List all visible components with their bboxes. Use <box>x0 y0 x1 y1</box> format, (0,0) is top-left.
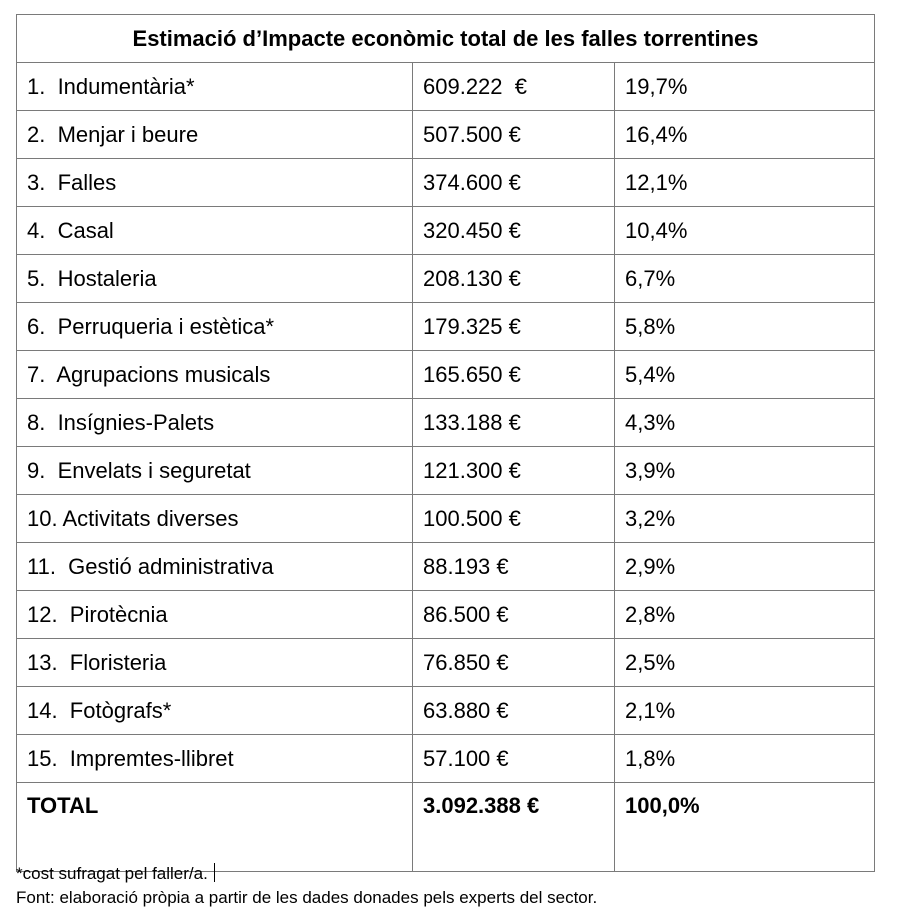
percent-cell: 2,1% <box>615 687 875 735</box>
category-cell: 11. Gestió administrativa <box>17 543 413 591</box>
percent-cell: 3,9% <box>615 447 875 495</box>
amount-cell: 507.500 € <box>413 111 615 159</box>
table-row <box>17 639 875 687</box>
amount-cell: 165.650 € <box>413 351 615 399</box>
percent-cell: 1,8% <box>615 735 875 783</box>
table-row <box>17 447 875 495</box>
category-cell: 10. Activitats diverses <box>17 495 413 543</box>
category-cell: 8. Insígnies-Palets <box>17 399 413 447</box>
table-row <box>17 63 875 111</box>
amount-cell: 374.600 € <box>413 159 615 207</box>
total-row <box>17 783 875 872</box>
category-cell: 3. Falles <box>17 159 413 207</box>
percent-cell: 2,9% <box>615 543 875 591</box>
percent-cell: 12,1% <box>615 159 875 207</box>
percent-cell: 6,7% <box>615 255 875 303</box>
category-cell: 1. Indumentària* <box>17 63 413 111</box>
amount-cell: 121.300 € <box>413 447 615 495</box>
percent-cell: 16,4% <box>615 111 875 159</box>
percent-cell: 4,3% <box>615 399 875 447</box>
amount-cell: 86.500 € <box>413 591 615 639</box>
total-percent: 100,0% <box>615 783 875 872</box>
category-cell: 2. Menjar i beure <box>17 111 413 159</box>
table-row <box>17 303 875 351</box>
table-row <box>17 543 875 591</box>
percent-cell: 3,2% <box>615 495 875 543</box>
table-row <box>17 591 875 639</box>
table-row <box>17 159 875 207</box>
category-cell: 14. Fotògrafs* <box>17 687 413 735</box>
amount-cell: 609.222 € <box>413 63 615 111</box>
category-cell: 6. Perruqueria i estètica* <box>17 303 413 351</box>
text-cursor <box>214 863 215 882</box>
table-row <box>17 495 875 543</box>
percent-cell: 10,4% <box>615 207 875 255</box>
amount-cell: 63.880 € <box>413 687 615 735</box>
table-row <box>17 735 875 783</box>
cost-footnote-text: *cost sufragat pel faller/a. <box>16 864 208 883</box>
table-row <box>17 351 875 399</box>
amount-cell: 133.188 € <box>413 399 615 447</box>
category-cell: 15. Impremtes-llibret <box>17 735 413 783</box>
table-row <box>17 207 875 255</box>
amount-cell: 100.500 € <box>413 495 615 543</box>
title-row <box>17 15 875 63</box>
table-row <box>17 687 875 735</box>
category-cell: 13. Floristeria <box>17 639 413 687</box>
amount-cell: 179.325 € <box>413 303 615 351</box>
table-title: Estimació d’Impacte econòmic total de les falles torrentines <box>17 15 875 63</box>
amount-cell: 57.100 € <box>413 735 615 783</box>
amount-cell: 208.130 € <box>413 255 615 303</box>
percent-cell: 5,8% <box>615 303 875 351</box>
percent-cell: 19,7% <box>615 63 875 111</box>
category-cell: 12. Pirotècnia <box>17 591 413 639</box>
impact-table <box>16 14 875 872</box>
percent-cell: 2,8% <box>615 591 875 639</box>
category-cell: 7. Agrupacions musicals <box>17 351 413 399</box>
cost-footnote[interactable] <box>16 862 597 886</box>
category-cell: 5. Hostaleria <box>17 255 413 303</box>
percent-cell: 5,4% <box>615 351 875 399</box>
percent-cell: 2,5% <box>615 639 875 687</box>
category-cell: 4. Casal <box>17 207 413 255</box>
table-row <box>17 111 875 159</box>
amount-cell: 320.450 € <box>413 207 615 255</box>
amount-cell: 88.193 € <box>413 543 615 591</box>
amount-cell: 76.850 € <box>413 639 615 687</box>
table-row <box>17 255 875 303</box>
table-row <box>17 399 875 447</box>
source-footnote: Font: elaboració pròpia a partir de les dades donades pels experts del sector. <box>16 888 598 907</box>
total-amount: 3.092.388 € <box>413 783 615 872</box>
footnotes <box>16 862 597 910</box>
category-cell: 9. Envelats i seguretat <box>17 447 413 495</box>
total-label: TOTAL <box>17 783 413 872</box>
